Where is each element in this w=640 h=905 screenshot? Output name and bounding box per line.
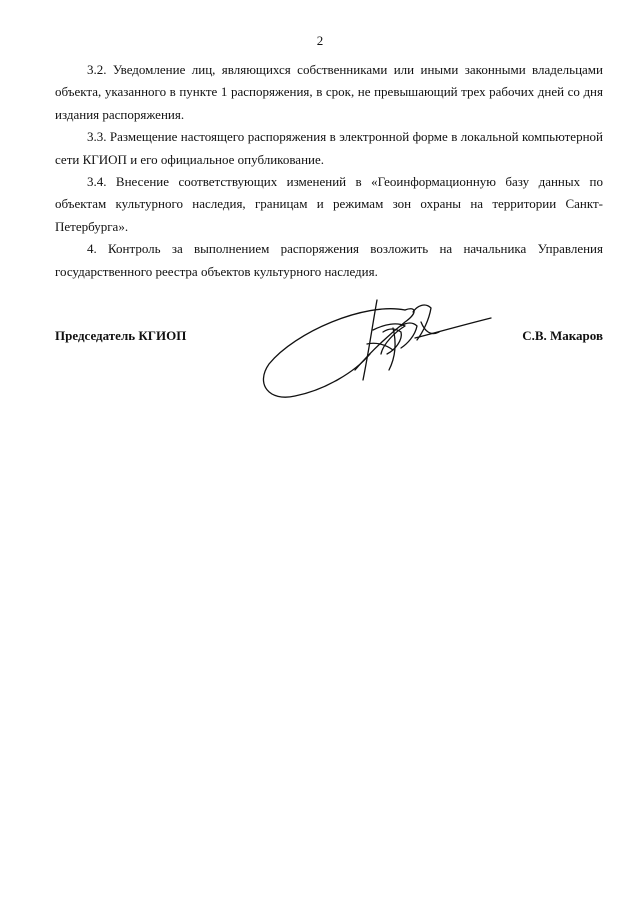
page-number: 2 <box>316 33 324 48</box>
signature-row <box>55 328 603 348</box>
paragraph-3-3: 3.3. Размещение настоящего распоряжения в электронной форме в локальной компьютерной сети КГИОП и его официальное опубликование. <box>55 129 603 167</box>
paragraph-4: 4. Контроль за выполнением распоряжения возложить на начальника Управления государственного реестра объектов культурного наследия. <box>55 241 603 279</box>
paragraph-3-2: 3.2. Уведомление лиц, являющихся собственниками или иными законными владельцами объекта, указанного в пункте 1 распоряжения, в срок, не превышающий трех рабочих дней со дня издания распоряжения. <box>55 62 603 122</box>
handwritten-signature <box>255 292 495 404</box>
signer-name: С.В. Макаров <box>522 328 603 343</box>
signer-title: Председатель КГИОП <box>55 328 187 343</box>
document-body <box>55 59 603 283</box>
paragraph-3-4: 3.4. Внесение соответствующих изменений в «Геоинформационную базу данных по объектам культурного наследия, границам и режимам зон охраны на территории Санкт-Петербурга». <box>55 174 603 234</box>
